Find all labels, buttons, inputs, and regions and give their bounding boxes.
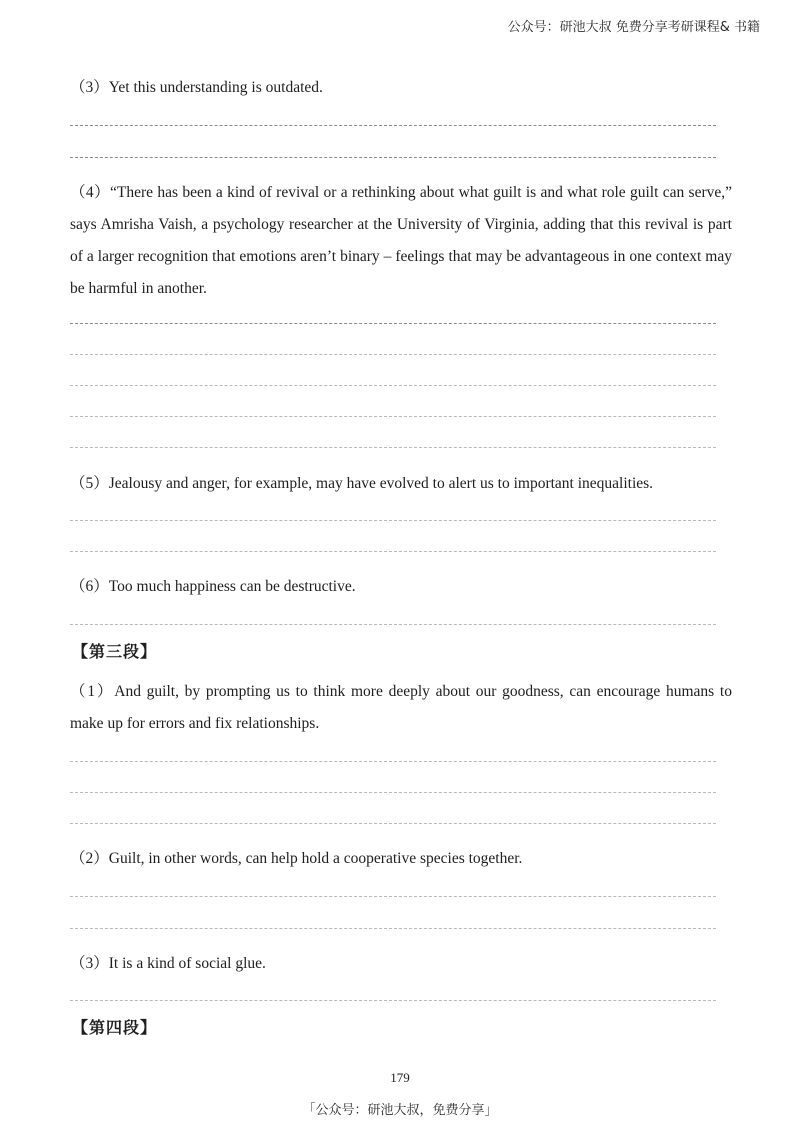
sentence-item [70, 72, 732, 104]
item-number: （1） [70, 683, 115, 700]
page-number: 179 [390, 1070, 410, 1085]
answer-line [70, 125, 716, 126]
item-text: Guilt, in other words, can help hold a cooperative species together. [108, 850, 523, 867]
answer-line [70, 520, 716, 521]
sentence-item [70, 948, 732, 980]
item-number: （3） [70, 79, 109, 96]
page-footer: 「公众号：研池大叔，免费分享」 [302, 1103, 498, 1118]
answer-line [70, 792, 716, 793]
answer-line [70, 624, 716, 625]
answer-line [70, 385, 716, 386]
answer-line [70, 896, 716, 897]
sentence-item [70, 571, 732, 603]
sentence-item [70, 468, 732, 500]
answer-line [70, 447, 716, 448]
section-heading: 【第四段】 [72, 1018, 158, 1037]
section-heading: 【第三段】 [72, 642, 158, 661]
answer-line [70, 551, 716, 552]
item-text: Yet this understanding is outdated. [108, 79, 323, 96]
page-header: 公众号：研池大叔 免费分享考研课程& 书籍 [507, 20, 760, 35]
answer-line [70, 157, 716, 158]
answer-line [70, 416, 716, 417]
answer-line [70, 928, 716, 929]
item-number: （3） [70, 955, 109, 972]
item-number: （5） [70, 475, 109, 492]
item-text: It is a kind of social glue. [108, 955, 266, 972]
sentence-item [70, 676, 732, 740]
item-number: （2） [70, 850, 109, 867]
sentence-item [70, 177, 732, 305]
sentence-item [70, 843, 732, 875]
item-text: Too much happiness can be destructive. [108, 578, 356, 595]
item-number: （6） [70, 578, 109, 595]
answer-line [70, 323, 716, 324]
item-text: “There has been a kind of revival or a rethinking about what guilt is and what role guilt can serve,” says Amrisha Vaish, a psychology researcher at the University of Virginia, adding that this revival is part of a larger recognition that emotions aren’t binary – feelings that may be advantageous in one context may be harmful in another. [70, 184, 732, 297]
answer-line [70, 761, 716, 762]
item-text: Jealousy and anger, for example, may have evolved to alert us to important inequalities. [108, 475, 654, 492]
item-text: And guilt, by prompting us to think more deeply about our goodness, can encourage humans to make up for errors and fix relationships. [70, 683, 732, 732]
answer-line [70, 1000, 716, 1001]
item-number: （4） [70, 184, 111, 201]
answer-line [70, 823, 716, 824]
answer-line [70, 354, 716, 355]
